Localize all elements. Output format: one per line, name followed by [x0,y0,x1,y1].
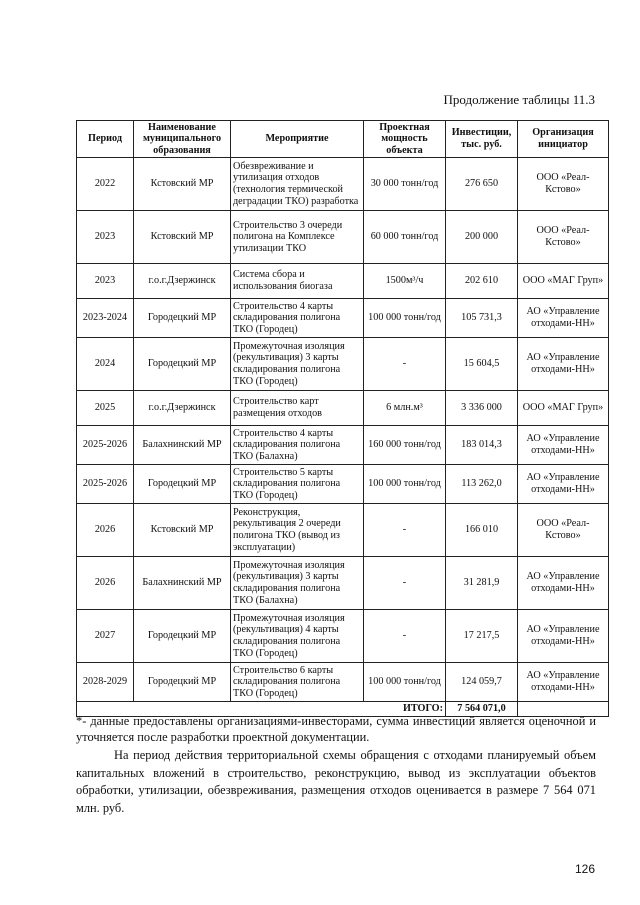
cell-period: 2026 [77,504,134,557]
cell-municipality: Городецкий МР [134,610,231,663]
cell-initiator: ООО «Реал-Кстово» [518,504,609,557]
cell-measure: Реконструкция, рекультивация 2 очереди полигона ТКО (вывод из эксплуатации) [231,504,364,557]
page-number: 126 [575,862,596,876]
cell-investment: 200 000 [446,211,518,264]
cell-capacity: - [364,610,446,663]
cell-measure: Система сбора и использования биогаза [231,264,364,299]
header-municipality: Наименование муниципального образования [134,121,231,158]
cell-period: 2023 [77,211,134,264]
cell-initiator: ООО «МАГ Груп» [518,264,609,299]
cell-initiator: АО «Управление отходами-НН» [518,610,609,663]
cell-capacity: - [364,557,446,610]
cell-period: 2024 [77,338,134,391]
cell-measure: Строительство 4 карты складирования полигона ТКО (Городец) [231,299,364,338]
cell-initiator: АО «Управление отходами-НН» [518,465,609,504]
cell-investment: 31 281,9 [446,557,518,610]
cell-measure: Промежуточная изоляция (рекультивация) 3 карты складирования полигона ТКО (Городец) [231,338,364,391]
table-row [77,663,609,702]
cell-municipality: Кстовский МР [134,158,231,211]
cell-capacity: 160 000 тонн/год [364,426,446,465]
cell-initiator: АО «Управление отходами-НН» [518,338,609,391]
cell-period: 2023-2024 [77,299,134,338]
investment-table [76,120,609,717]
cell-period: 2026 [77,557,134,610]
cell-initiator: АО «Управление отходами-НН» [518,426,609,465]
cell-capacity: 100 000 тонн/год [364,465,446,504]
table-row [77,299,609,338]
cell-period: 2023 [77,264,134,299]
table-row [77,158,609,211]
header-capacity: Проектная мощность объекта [364,121,446,158]
cell-measure: Промежуточная изоляция (рекультивация) 3 карты складирования полигона ТКО (Балахна) [231,557,364,610]
cell-municipality: Городецкий МР [134,299,231,338]
cell-municipality: Городецкий МР [134,663,231,702]
cell-capacity: - [364,338,446,391]
total-value: 7 564 071,0 [446,702,518,717]
cell-investment: 124 059,7 [446,663,518,702]
cell-investment: 202 610 [446,264,518,299]
cell-period: 2025-2026 [77,426,134,465]
cell-capacity: - [364,504,446,557]
table-row [77,610,609,663]
header-initiator: Организация инициатор [518,121,609,158]
cell-measure: Обезвреживание и утилизация отходов (технология термической деградации ТКО) разработка [231,158,364,211]
cell-measure: Строительство карт размещения отходов [231,391,364,426]
table-header-row [77,121,609,158]
cell-municipality: Городецкий МР [134,338,231,391]
cell-initiator: ООО «Реал-Кстово» [518,211,609,264]
cell-measure: Строительство 5 карты складирования полигона ТКО (Городец) [231,465,364,504]
cell-investment: 3 336 000 [446,391,518,426]
cell-municipality: Кстовский МР [134,211,231,264]
cell-initiator: ООО «Реал-Кстово» [518,158,609,211]
table-row [77,465,609,504]
header-investment: Инвестиции, тыс. руб. [446,121,518,158]
table-row [77,264,609,299]
cell-period: 2028-2029 [77,663,134,702]
cell-initiator: АО «Управление отходами-НН» [518,663,609,702]
table-row [77,211,609,264]
cell-measure: Строительство 3 очереди полигона на Комплексе утилизации ТКО [231,211,364,264]
header-measure: Мероприятие [231,121,364,158]
cell-measure: Строительство 4 карты складирования полигона ТКО (Балахна) [231,426,364,465]
summary-paragraph: На период действия территориальной схемы обращения с отходами планируемый объем капитальных вложений в строительство, реконструкцию, вывод из эксплуатации объектов обработки, утилизации, обезвреживания, размещения отходов оценивается в размере 7 564 071 млн. руб. [76,748,596,815]
cell-period: 2025 [77,391,134,426]
cell-investment: 276 650 [446,158,518,211]
total-label: ИТОГО: [77,702,446,717]
cell-municipality: г.о.г.Дзержинск [134,264,231,299]
cell-initiator: ООО «МАГ Груп» [518,391,609,426]
cell-investment: 105 731,3 [446,299,518,338]
cell-investment: 15 604,5 [446,338,518,391]
cell-investment: 183 014,3 [446,426,518,465]
cell-municipality: Кстовский МР [134,504,231,557]
cell-capacity: 30 000 тонн/год [364,158,446,211]
cell-capacity: 60 000 тонн/год [364,211,446,264]
cell-period: 2022 [77,158,134,211]
cell-investment: 17 217,5 [446,610,518,663]
table-row [77,391,609,426]
cell-measure: Строительство 6 карты складирования полигона ТКО (Городец) [231,663,364,702]
table-caption: Продолжение таблицы 11.3 [443,92,595,107]
cell-investment: 113 262,0 [446,465,518,504]
table-row [77,557,609,610]
cell-measure: Промежуточная изоляция (рекультивация) 4 карты складирования полигона ТКО (Городец) [231,610,364,663]
cell-capacity: 100 000 тонн/год [364,663,446,702]
cell-period: 2027 [77,610,134,663]
cell-municipality: Балахнинский МР [134,557,231,610]
cell-capacity: 1500м³/ч [364,264,446,299]
table-row [77,504,609,557]
cell-period: 2025-2026 [77,465,134,504]
cell-capacity: 100 000 тонн/год [364,299,446,338]
cell-investment: 166 010 [446,504,518,557]
cell-initiator: АО «Управление отходами-НН» [518,557,609,610]
cell-municipality: г.о.г.Дзержинск [134,391,231,426]
cell-capacity: 6 млн.м³ [364,391,446,426]
cell-municipality: Городецкий МР [134,465,231,504]
footnote: *- данные предоставлены организациями-инвесторами, сумма инвестиций является оценочной и уточняется после разработки проектной документации. [76,714,596,744]
table-row [77,426,609,465]
header-period: Период [77,121,134,158]
table-row [77,338,609,391]
cell-initiator: АО «Управление отходами-НН» [518,299,609,338]
cell-municipality: Балахнинский МР [134,426,231,465]
